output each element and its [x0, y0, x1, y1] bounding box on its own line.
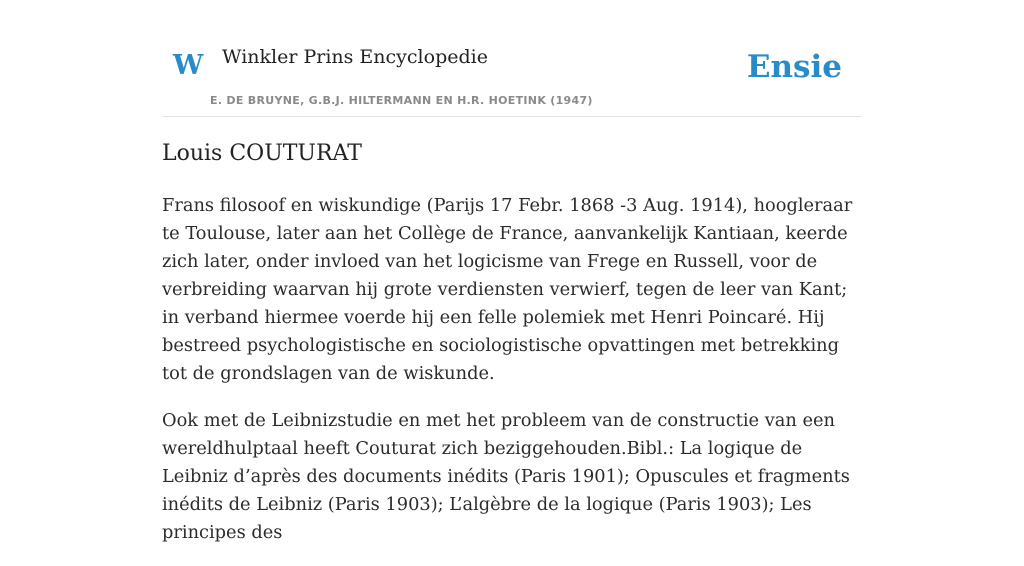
brand-logo[interactable]: Ensie: [746, 49, 842, 85]
authors-line: E. DE BRUYNE, G.B.J. HILTERMANN EN H.R. HOETINK (1947): [210, 94, 593, 107]
article-title: Louis COUTURAT: [162, 141, 362, 166]
article-paragraph: Frans filosoof en wiskundige (Parijs 17 Febr. 1868 -3 Aug. 1914), hoogleraar te Toulouse, later aan het Collège de France, aanvankelijk Kantiaan, keerde zich later, onder invloed van het logicisme van Frege en Russell, voor de verbreiding waarvan hij grote verdiensten verwierf, tegen de leer van Kant; in verband hiermee voerde hij een felle polemiek met Henri Poincaré. Hij bestreed psychologistische en sociologistische opvattingen met betrekking tot de grondslagen van de wiskunde.: [162, 195, 853, 384]
article-paragraph: Ook met de Leibnizstudie en met het probleem van de constructie van een wereldhulptaal heeft Couturat zich beziggehouden.Bibl.: La logique de Leibniz d’après des documents inédits (Paris 1901); Opuscules et fragments inédits de Leibniz (Paris 1903); L’algèbre de la logique (Paris 1903); Les principes des: [162, 410, 850, 543]
article-body: [162, 192, 862, 566]
site-title[interactable]: Winkler Prins Encyclopedie: [222, 46, 488, 68]
site-logo-icon[interactable]: W: [173, 50, 204, 81]
page: [162, 0, 862, 543]
site-header: [162, 0, 862, 117]
